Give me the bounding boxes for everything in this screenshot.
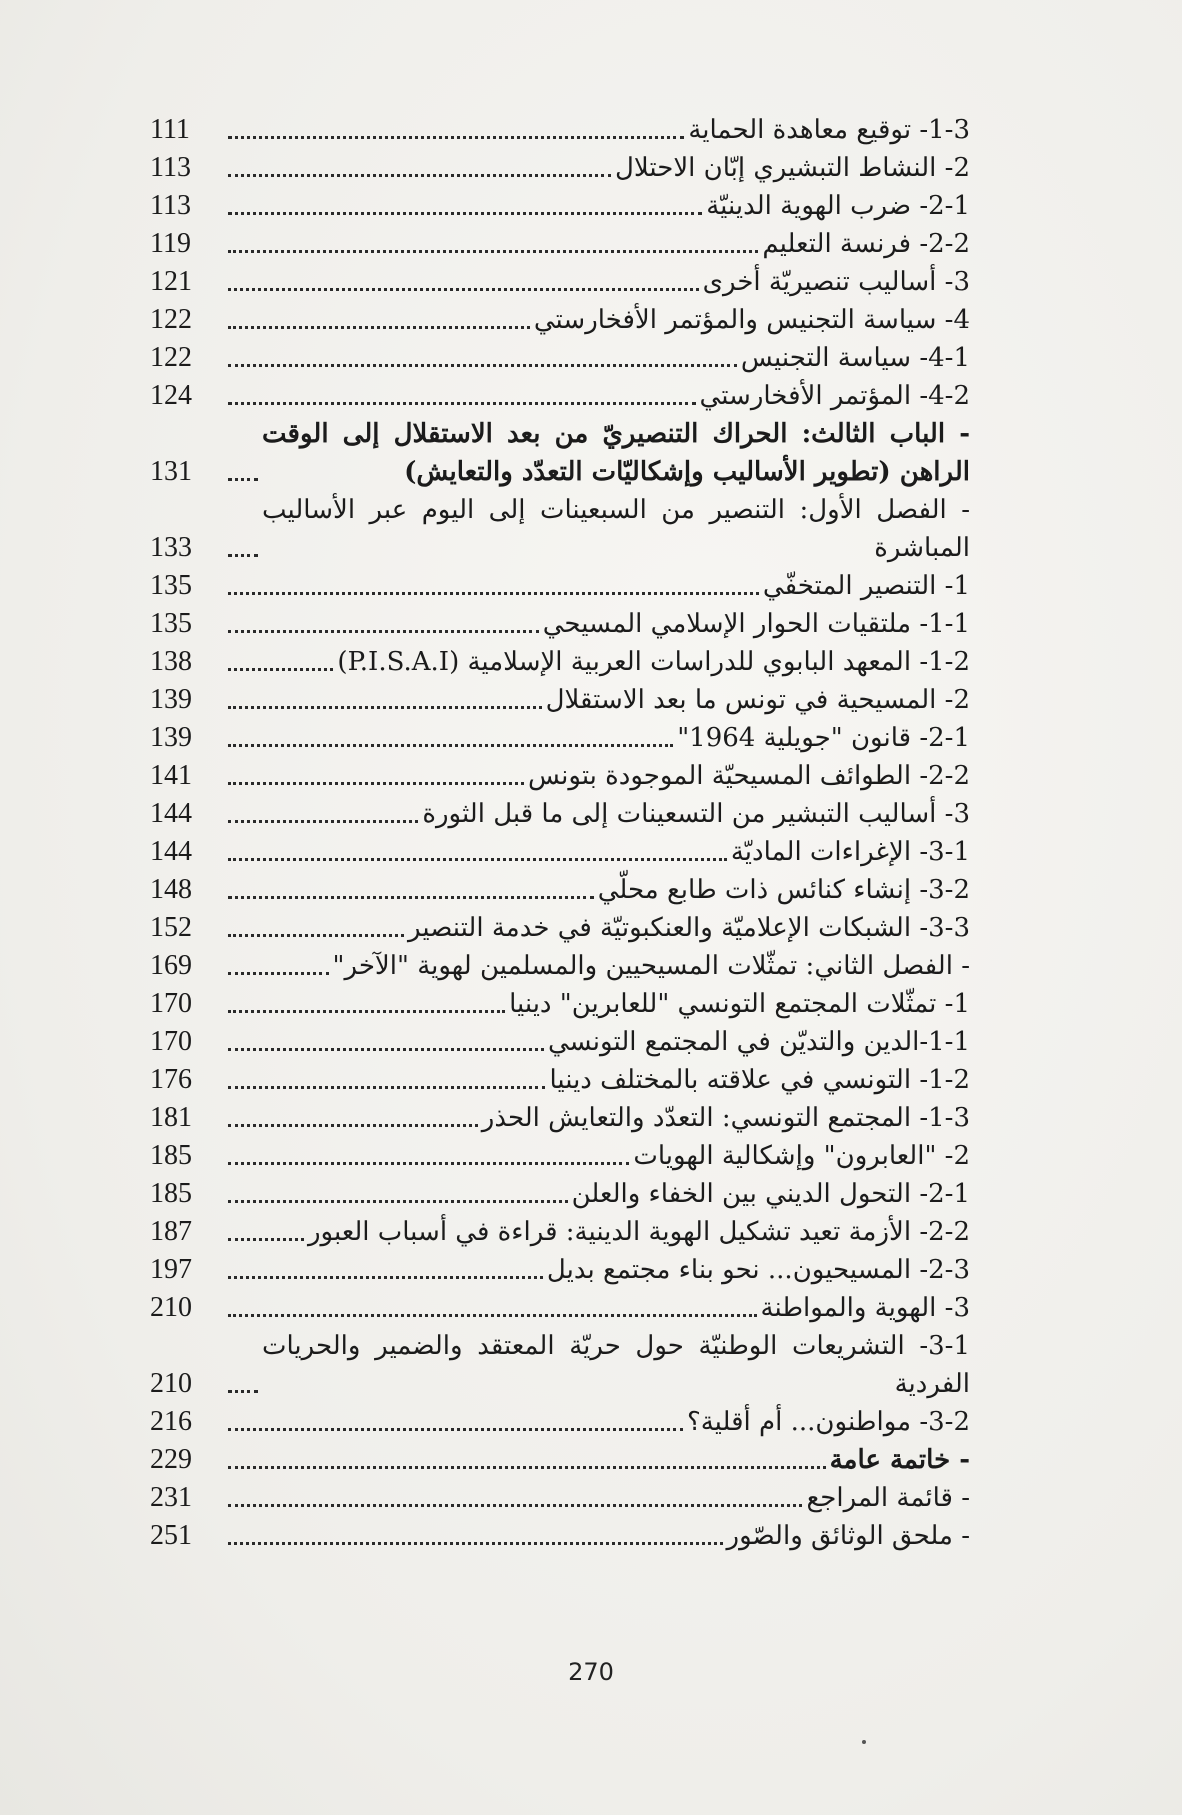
toc-entry bbox=[150, 149, 970, 187]
toc-entry-page: 197 bbox=[150, 1254, 192, 1285]
toc-entry-title: 2- المسيحية في تونس ما بعد الاستقلال bbox=[545, 685, 970, 715]
toc-entry-title: 2-3- المسيحيون... نحو بناء مجتمع بديل bbox=[546, 1255, 970, 1285]
toc-entry-page: 124 bbox=[150, 380, 192, 411]
toc-entry-page: 119 bbox=[150, 228, 191, 259]
dot-leader bbox=[228, 1200, 568, 1203]
toc-entry-title: 1-3- توقيع معاهدة الحماية bbox=[688, 115, 970, 145]
dot-leader bbox=[228, 1010, 505, 1013]
table-of-contents bbox=[150, 111, 970, 1555]
toc-entry bbox=[150, 377, 970, 415]
dot-leader bbox=[228, 364, 737, 367]
toc-entry-page: 141 bbox=[150, 760, 192, 791]
toc-entry-page: 135 bbox=[150, 570, 192, 601]
dot-leader bbox=[228, 554, 258, 557]
dot-leader bbox=[228, 858, 727, 861]
toc-entry bbox=[150, 871, 970, 909]
toc-entry-page: 144 bbox=[150, 798, 192, 829]
toc-entry-page: 187 bbox=[150, 1216, 192, 1247]
toc-entry-title: - الباب الثالث: الحراك التنصيريّ من بعد الاستقلال إلى الوقت الراهن (تطوير الأساليب وإشكاليّات التعدّد والتعايش) bbox=[262, 419, 970, 487]
toc-entry-page: 139 bbox=[150, 684, 192, 715]
toc-entry-page: 216 bbox=[150, 1406, 192, 1437]
toc-entry bbox=[150, 833, 970, 871]
toc-entry-title: 2- "العابرون" وإشكالية الهويات bbox=[633, 1141, 970, 1171]
toc-entry-title: 4- سياسة التجنيس والمؤتمر الأفخارستي bbox=[533, 305, 970, 335]
toc-entry-page: 229 bbox=[150, 1444, 192, 1475]
toc-entry-page: 144 bbox=[150, 836, 192, 867]
toc-entry bbox=[150, 681, 970, 719]
toc-entry-page: 148 bbox=[150, 874, 192, 905]
dot-leader bbox=[228, 782, 524, 785]
toc-entry-title: 1-2- المعهد البابوي للدراسات العربية الإسلامية (P.I.S.A.I) bbox=[337, 647, 970, 677]
toc-entry-page: 122 bbox=[150, 342, 192, 373]
dot-leader bbox=[228, 1428, 683, 1431]
toc-entry-page: 139 bbox=[150, 722, 192, 753]
dot-leader bbox=[228, 1390, 258, 1393]
toc-entry bbox=[150, 605, 970, 643]
toc-entry-page: 113 bbox=[150, 190, 191, 221]
dot-leader bbox=[228, 288, 699, 291]
toc-entry bbox=[150, 1061, 970, 1099]
toc-entry bbox=[150, 947, 970, 985]
toc-entry bbox=[150, 111, 970, 149]
toc-entry-page: 135 bbox=[150, 608, 192, 639]
toc-entry-title: 3-2- إنشاء كنائس ذات طابع محلّي bbox=[597, 875, 970, 905]
dot-leader bbox=[228, 1542, 723, 1545]
toc-entry-title: - الفصل الأول: التنصير من السبعينات إلى اليوم عبر الأساليب المباشرة bbox=[262, 495, 970, 563]
dot-leader bbox=[228, 668, 333, 671]
dot-leader bbox=[228, 934, 404, 937]
toc-entry-title: 3-1- الإغراءات الماديّة bbox=[730, 837, 970, 867]
toc-entry bbox=[150, 1479, 970, 1517]
toc-entry-page: 152 bbox=[150, 912, 192, 943]
dot-leader bbox=[228, 1124, 478, 1127]
toc-entry-title: 4-1- سياسة التجنيس bbox=[740, 343, 970, 373]
toc-entry-page: 170 bbox=[150, 988, 192, 1019]
toc-entry bbox=[150, 567, 970, 605]
dot-leader bbox=[228, 1504, 802, 1507]
toc-entry bbox=[150, 301, 970, 339]
dot-leader bbox=[228, 326, 530, 329]
toc-entry bbox=[150, 1251, 970, 1289]
toc-entry-page: 113 bbox=[150, 152, 191, 183]
toc-entry-title: 2-1- التحول الديني بين الخفاء والعلن bbox=[571, 1179, 970, 1209]
toc-entry bbox=[150, 491, 970, 567]
dot-leader bbox=[228, 1314, 757, 1317]
dot-leader bbox=[228, 706, 542, 709]
toc-entry bbox=[150, 225, 970, 263]
paper-speck bbox=[862, 1740, 866, 1744]
toc-entry bbox=[150, 1213, 970, 1251]
dot-leader bbox=[228, 896, 594, 899]
dot-leader bbox=[228, 1086, 545, 1089]
toc-entry bbox=[150, 909, 970, 947]
dot-leader bbox=[228, 1048, 544, 1051]
toc-entry-title: 2-1- قانون "جويلية 1964" bbox=[677, 723, 970, 753]
toc-entry-page: 133 bbox=[150, 532, 192, 563]
toc-entry-title: 2-2- الأزمة تعيد تشكيل الهوية الدينية: قراءة في أسباب العبور bbox=[308, 1217, 970, 1247]
toc-entry bbox=[150, 1327, 970, 1403]
toc-entry-title: 2-2- فرنسة التعليم bbox=[762, 229, 970, 259]
toc-entry bbox=[150, 415, 970, 491]
toc-entry-title: 3- أساليب تنصيريّة أخرى bbox=[702, 267, 970, 297]
dot-leader bbox=[228, 1162, 629, 1165]
toc-entry-page: 231 bbox=[150, 1482, 192, 1513]
dot-leader bbox=[228, 630, 539, 633]
toc-entry-title: - الفصل الثاني: تمثّلات المسيحيين والمسلمين لهوية "الآخر" bbox=[332, 951, 970, 981]
dot-leader bbox=[228, 250, 758, 253]
toc-entry-page: 111 bbox=[150, 114, 190, 145]
toc-entry bbox=[150, 1099, 970, 1137]
toc-entry-page: 181 bbox=[150, 1102, 192, 1133]
toc-entry-page: 169 bbox=[150, 950, 192, 981]
dot-leader bbox=[228, 1466, 826, 1469]
dot-leader bbox=[228, 136, 684, 139]
toc-entry bbox=[150, 1517, 970, 1555]
dot-leader bbox=[228, 174, 611, 177]
toc-entry-page: 210 bbox=[150, 1368, 192, 1399]
toc-entry bbox=[150, 795, 970, 833]
toc-entry bbox=[150, 985, 970, 1023]
dot-leader bbox=[228, 402, 696, 405]
dot-leader bbox=[228, 744, 673, 747]
toc-entry bbox=[150, 187, 970, 225]
toc-entry-title: 2-2- الطوائف المسيحيّة الموجودة بتونس bbox=[528, 761, 970, 791]
toc-entry bbox=[150, 1289, 970, 1327]
dot-leader bbox=[228, 972, 329, 975]
dot-leader bbox=[228, 592, 759, 595]
dot-leader bbox=[228, 1276, 543, 1279]
toc-entry-title: - خاتمة عامة bbox=[829, 1445, 970, 1475]
toc-entry-title: 1-1-الدين والتديّن في المجتمع التونسي bbox=[547, 1027, 970, 1057]
toc-entry-title: 1- التنصير المتخفّي bbox=[762, 571, 970, 601]
toc-entry-title: - ملحق الوثائق والصّور bbox=[726, 1521, 970, 1551]
toc-entry-title: 1-1- ملتقيات الحوار الإسلامي المسيحي bbox=[542, 609, 970, 639]
toc-entry-page: 176 bbox=[150, 1064, 192, 1095]
toc-entry-title: 2-1- ضرب الهوية الدينيّة bbox=[706, 191, 970, 221]
toc-entry-title: 3-1- التشريعات الوطنيّة حول حريّة المعتقد والضمير والحريات الفردية bbox=[262, 1331, 970, 1399]
page-number: 270 bbox=[568, 1658, 614, 1686]
toc-entry-page: 185 bbox=[150, 1178, 192, 1209]
toc-entry-title: 3- الهوية والمواطنة bbox=[760, 1293, 970, 1323]
dot-leader bbox=[228, 1238, 304, 1241]
toc-entry-page: 185 bbox=[150, 1140, 192, 1171]
toc-entry-page: 210 bbox=[150, 1292, 192, 1323]
toc-entry-page: 251 bbox=[150, 1520, 192, 1551]
toc-entry bbox=[150, 719, 970, 757]
toc-entry-title: 3-3- الشبكات الإعلاميّة والعنكبوتيّة في خدمة التنصير bbox=[408, 913, 970, 943]
toc-entry bbox=[150, 339, 970, 377]
toc-entry bbox=[150, 1403, 970, 1441]
toc-entry-page: 138 bbox=[150, 646, 192, 677]
dot-leader bbox=[228, 212, 702, 215]
toc-entry-title: 3- أساليب التبشير من التسعينات إلى ما قبل الثورة bbox=[422, 799, 970, 829]
toc-entry-title: - قائمة المراجع bbox=[806, 1483, 970, 1513]
toc-entry-title: 1-2- التونسي في علاقته بالمختلف دينيا bbox=[549, 1065, 970, 1095]
toc-entry bbox=[150, 757, 970, 795]
toc-entry-title: 2- النشاط التبشيري إبّان الاحتلال bbox=[615, 153, 970, 183]
toc-entry bbox=[150, 1175, 970, 1213]
toc-entry bbox=[150, 263, 970, 301]
toc-entry-title: 3-2- مواطنون... أم أقلية؟ bbox=[686, 1407, 970, 1437]
toc-entry-title: 1- تمثّلات المجتمع التونسي "للعابرين" دينيا bbox=[509, 989, 970, 1019]
toc-entry bbox=[150, 1023, 970, 1061]
toc-entry bbox=[150, 1137, 970, 1175]
toc-entry bbox=[150, 643, 970, 681]
dot-leader bbox=[228, 820, 418, 823]
dot-leader bbox=[228, 478, 258, 481]
toc-entry-title: 4-2- المؤتمر الأفخارستي bbox=[699, 381, 970, 411]
toc-entry-page: 122 bbox=[150, 304, 192, 335]
toc-entry-title: 1-3- المجتمع التونسي: التعدّد والتعايش الحذر bbox=[481, 1103, 970, 1133]
toc-entry-page: 131 bbox=[150, 456, 192, 487]
toc-entry bbox=[150, 1441, 970, 1479]
toc-entry-page: 170 bbox=[150, 1026, 192, 1057]
toc-entry-page: 121 bbox=[150, 266, 192, 297]
